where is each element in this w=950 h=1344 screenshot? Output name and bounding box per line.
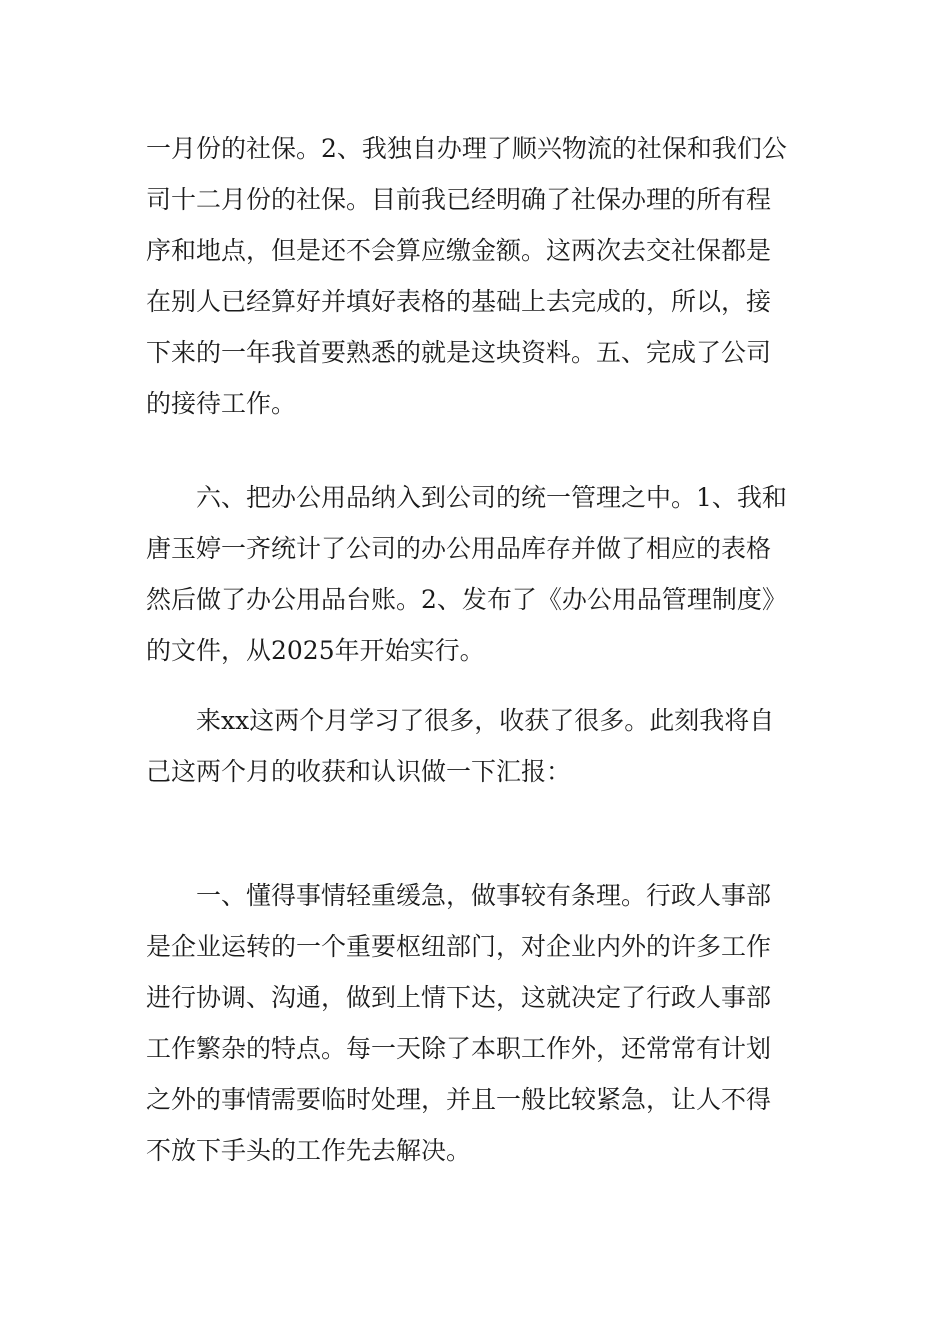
paragraph-line: 己这两个月的收获和认识做一下汇报： (146, 757, 572, 786)
paragraph-line: 的接待工作。 (146, 389, 297, 418)
paragraph-1 (146, 123, 808, 429)
paragraph-line: 的文件，从2025年开始实行。 (146, 636, 485, 665)
paragraph-line: 是企业运转的一个重要枢纽部门，对企业内外的许多工作 (146, 932, 772, 961)
paragraph-line: 来xx这两个月学习了很多，收获了很多。此刻我将自 (196, 706, 775, 735)
paragraph-line: 下来的一年我首要熟悉的就是这块资料。五、完成了公司 (146, 338, 772, 367)
paragraph-line: 一月份的社保。2、我独自办理了顺兴物流的社保和我们公 (146, 134, 787, 163)
paragraph-line: 司十二月份的社保。目前我已经明确了社保办理的所有程 (146, 185, 772, 214)
paragraph-3 (146, 695, 808, 797)
paragraph-2 (146, 472, 808, 676)
paragraph-line: 然后做了办公用品台账。2、发布了《办公用品管理制度》 (146, 585, 787, 614)
paragraph-line: 唐玉婷一齐统计了公司的办公用品库存并做了相应的表格 (146, 534, 772, 563)
paragraph-line: 在别人已经算好并填好表格的基础上去完成的，所以，接 (146, 287, 772, 316)
paragraph-line: 一、懂得事情轻重缓急，做事较有条理。行政人事部 (196, 881, 772, 910)
paragraph-line: 序和地点，但是还不会算应缴金额。这两次去交社保都是 (146, 236, 772, 265)
paragraph-line: 工作繁杂的特点。每一天除了本职工作外，还常常有计划 (146, 1034, 772, 1063)
paragraph-line: 之外的事情需要临时处理，并且一般比较紧急，让人不得 (146, 1085, 772, 1114)
paragraph-line: 六、把办公用品纳入到公司的统一管理之中。1、我和 (196, 483, 787, 512)
paragraph-line: 进行协调、沟通，做到上情下达，这就决定了行政人事部 (146, 983, 772, 1012)
paragraph-line: 不放下手头的工作先去解决。 (146, 1136, 472, 1165)
paragraph-4 (146, 870, 808, 1176)
